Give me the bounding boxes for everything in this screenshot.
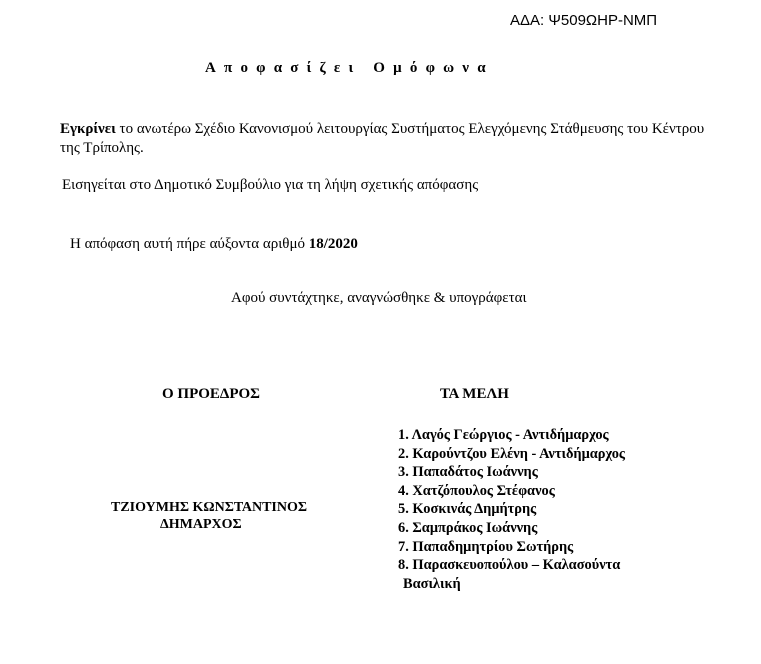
members-list xyxy=(398,426,625,575)
president-title: Ο ΠΡΟΕΔΡΟΣ xyxy=(162,386,260,402)
member-item: 1. Λαγός Γεώργιος - Αντιδήμαρχος xyxy=(398,427,609,443)
approval-verb: Εγκρίνει xyxy=(60,121,116,137)
member-item: 7. Παπαδημητρίου Σωτήρης xyxy=(398,538,574,555)
member-item: 2. Καρούντζου Ελένη - Αντιδήμαρχος xyxy=(398,445,625,462)
decision-heading: Αποφασίζει Ομόφωνα xyxy=(205,60,494,76)
member-item: 4. Χατζόπουλος Στέφανος xyxy=(398,482,555,499)
approval-paragraph xyxy=(60,120,710,158)
approval-text: το ανωτέρω Σχέδιο Κανονισμού λειτουργίας Συστήματος Ελεγχόμενης Στάθμευσης του Κέντρου της Τρίπολης. xyxy=(60,121,705,156)
member-item-continuation: Βασιλική xyxy=(403,576,461,592)
president-role: ΔΗΜΑΡΧΟΣ xyxy=(160,517,242,532)
decision-number-text: Η απόφαση αυτή πήρε αύξοντα αριθμό xyxy=(70,236,309,252)
members-title: ΤΑ ΜΕΛΗ xyxy=(440,386,509,402)
president-name: ΤΖΙΟΥΜΗΣ ΚΩΝΣΤΑΝΤΙΝΟΣ xyxy=(111,500,308,515)
decision-number: 18/2020 xyxy=(308,236,358,252)
member-item: 5. Κοσκινάς Δημήτρης xyxy=(398,501,537,518)
recommendation-paragraph: Εισηγείται στο Δημοτικό Συμβούλιο για τη λήψη σχετικής απόφασης xyxy=(62,177,479,193)
member-item: 3. Παπαδάτος Ιωάννης xyxy=(398,464,538,481)
member-item: 8. Παρασκευοπούλου – Καλασούντα xyxy=(398,557,621,574)
decision-number-paragraph xyxy=(70,236,358,253)
ada-code: ΑΔΑ: Ψ509ΩΗΡ-ΝΜΠ xyxy=(510,12,658,29)
member-item: 6. Σαμπράκος Ιωάννης xyxy=(398,519,538,536)
signature-note: Αφού συντάχτηκε, αναγνώσθηκε & υπογράφεται xyxy=(231,290,527,306)
